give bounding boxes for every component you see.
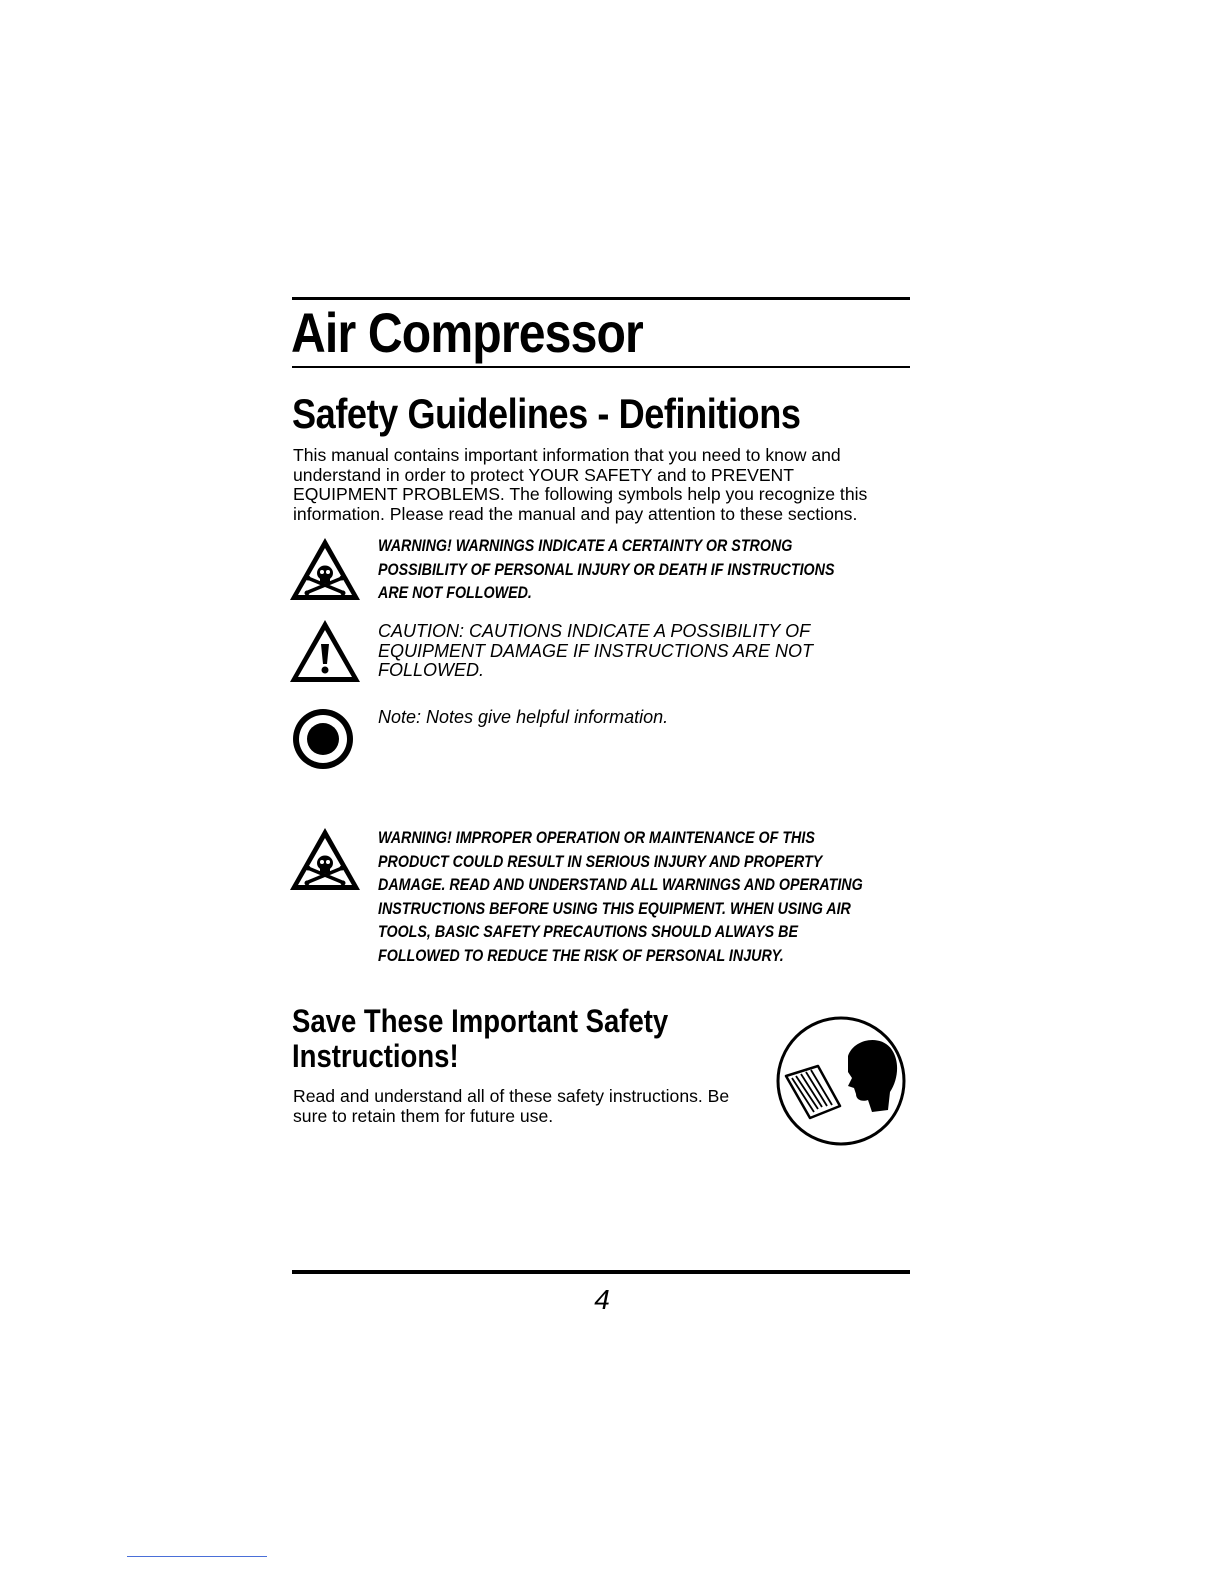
skull-crossbones-warning-icon xyxy=(288,536,362,602)
heading-line: Instructions! xyxy=(292,1038,459,1074)
warning-definition xyxy=(378,534,834,605)
general-warning-line: WARNING! IMPROPER OPERATION OR MAINTENANCE OF THIS xyxy=(378,828,815,847)
bottom-rule xyxy=(292,1270,910,1274)
skull-crossbones-warning-icon xyxy=(288,826,362,892)
exclamation-warning-icon xyxy=(288,618,362,684)
general-warning xyxy=(378,826,863,967)
caution-line: EQUIPMENT DAMAGE IF INSTRUCTIONS ARE NOT xyxy=(378,640,814,661)
warning-line: WARNING! WARNINGS INDICATE A CERTAINTY OR STRONG xyxy=(378,536,793,555)
caution-line: FOLLOWED. xyxy=(378,660,485,680)
heading-line: Save These Important Safety xyxy=(292,1003,669,1039)
general-warning-line: TOOLS, BASIC SAFETY PRECAUTIONS SHOULD ALWAYS BE xyxy=(378,922,798,941)
intro-line: information. Please read the manual and pay attention to these sections. xyxy=(293,503,858,524)
warning-line: ARE NOT FOLLOWED. xyxy=(378,583,532,602)
save-instructions-text xyxy=(293,1087,729,1126)
general-warning-line: DAMAGE. READ AND UNDERSTAND ALL WARNINGS AND OPERATING xyxy=(378,875,863,894)
intro-line: understand in order to protect YOUR SAFETY and to PREVENT xyxy=(293,464,795,485)
read-manual-icon xyxy=(774,1014,908,1148)
page-title: Air Compressor xyxy=(291,301,643,364)
note-bullseye-icon xyxy=(290,706,356,772)
title-underline xyxy=(292,366,910,368)
save-instructions-heading xyxy=(292,1004,668,1074)
section-heading: Safety Guidelines - Definitions xyxy=(292,390,801,437)
corner-divider xyxy=(127,1556,267,1557)
caution-line: CAUTION: CAUTIONS INDICATE A POSSIBILITY OF xyxy=(378,621,811,641)
caution-definition xyxy=(378,622,813,681)
save-text-line: Read and understand all of these safety instructions. Be xyxy=(293,1086,730,1106)
general-warning-line: FOLLOWED TO REDUCE THE RISK OF PERSONAL INJURY. xyxy=(378,945,784,965)
intro-paragraph xyxy=(293,446,913,524)
note-definition: Note: Notes give helpful information. xyxy=(378,707,669,727)
top-rule xyxy=(292,297,910,300)
general-warning-line: PRODUCT COULD RESULT IN SERIOUS INJURY AND PROPERTY xyxy=(378,851,823,871)
warning-line: POSSIBILITY OF PERSONAL INJURY OR DEATH IF INSTRUCTIONS xyxy=(378,559,835,579)
intro-line: EQUIPMENT PROBLEMS. The following symbols help you recognize this xyxy=(293,484,868,504)
save-text-line: sure to retain them for future use. xyxy=(293,1105,554,1126)
page-number: 4 xyxy=(594,1284,610,1315)
intro-line: This manual contains important information that you need to know and xyxy=(293,445,841,465)
general-warning-line: INSTRUCTIONS BEFORE USING THIS EQUIPMENT. WHEN USING AIR xyxy=(378,898,851,918)
